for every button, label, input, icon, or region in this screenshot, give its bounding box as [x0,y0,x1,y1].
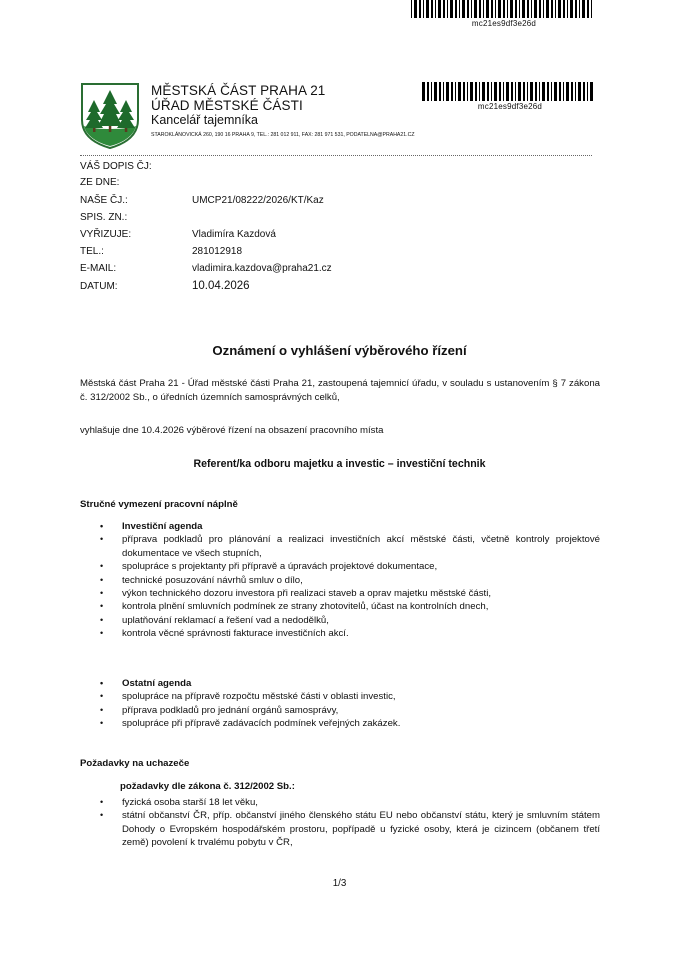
barcode-bar [566,82,569,101]
barcode-bar [515,82,516,101]
meta-label: DATUM: [80,281,118,292]
barcode-bar [467,82,468,101]
requirements-list [100,796,600,850]
barcode-bar [446,82,449,101]
barcode-bar [555,0,556,18]
barcode-bar [431,82,432,101]
barcode-bar [575,82,576,101]
barcode-bar [578,82,581,101]
barcode-bar [559,82,561,101]
barcode-bar [543,0,544,18]
barcode-bar [458,82,461,101]
barcode-bar [443,82,444,101]
meta-row-tel [80,245,242,258]
meta-value: 10.04.2026 [192,280,250,292]
barcode-bar [414,0,417,18]
meta-label: ZE DNE: [80,177,120,188]
barcode-bar [531,0,532,18]
barcode-bar [507,0,508,18]
barcode-bar [467,0,469,18]
barcode-bar [590,82,593,101]
barcode-bar [539,82,540,101]
requirements-heading: Požadavky na uchazeče [80,758,190,769]
meta-row-ze-dne [80,176,192,189]
list-item: • fyzická osoba starší 18 let věku, [100,796,600,809]
intro-paragraph: Městská část Praha 21 - Úřad městské části Praha 21, zastoupená tajemnicí úřadu, v souladu s ustanovením § 7 zákona č. 312/2002 Sb., o úředních územních samosprávných celků, [80,378,600,403]
top-barcode [411,0,597,28]
barcode-bar [551,82,552,101]
barcode-bar [447,0,448,18]
barcode-bar [419,0,421,18]
org-address: STAROKLÁNOVICKÁ 260, 190 16 PRAHA 9, TEL.: 281 012 911, FAX: 281 971 531, PODATELNA@PRAHA21.CZ [151,132,415,138]
barcode-bar [487,82,489,101]
barcode-bar [486,0,489,18]
barcode-bar [587,0,589,18]
barcode-bar [423,0,424,18]
list-item: • uplatňování reklamací a řešení vad a nedodělků, [100,614,600,627]
barcode-bar [463,82,465,101]
barcode-bar [571,82,573,101]
barcode-bar [431,0,433,18]
barcode-bar [523,82,525,101]
barcode-bar [422,82,425,101]
barcode-bar [426,0,429,18]
barcode-bar [438,0,441,18]
barcode-bar [506,82,509,101]
list-item: • Investiční agenda [100,520,600,533]
meta-label: NAŠE ČJ.: [80,195,128,206]
announce-paragraph: vyhlašuje dne 10.4.2026 výběrové řízení na obsazení pracovního místa [80,425,384,436]
barcode-bar [558,0,561,18]
investment-list [100,520,600,641]
barcode-bar [491,82,492,101]
barcode-bar [443,0,445,18]
meta-row-vas-dopis [80,160,192,173]
barcode-bar [474,0,477,18]
barcode-bar [527,0,529,18]
meta-label: E-MAIL: [80,263,117,274]
top-barcode-bars [411,0,597,18]
header-barcode [422,82,598,111]
barcode-bar [491,0,493,18]
barcode-bar [451,82,453,101]
barcode-bar [483,0,484,18]
barcode-bar [534,0,537,18]
barcode-bar [471,0,472,18]
document-title: Oznámení o vyhlášení výběrového řízení [212,343,467,358]
meta-value: 281012918 [192,246,243,257]
barcode-bar [435,0,436,18]
header-barcode-code: mc21es9df3e26d [477,102,543,111]
barcode-bar [495,0,496,18]
barcode-bar [575,0,577,18]
barcode-bar [546,0,549,18]
barcode-bar [582,0,585,18]
barcode-bar [494,82,497,101]
list-item: • spolupráce při přípravě zadávacích podmínek veřejných zakázek. [100,717,600,730]
barcode-bar [462,0,465,18]
meta-label: VYŘIZUJE: [80,229,132,240]
position-title: Referent/ka odboru majetku a investic – investiční technik [193,458,486,470]
header-divider [80,155,592,156]
barcode-bar [427,82,429,101]
barcode-bar [515,0,517,18]
list-item: • příprava podkladů pro jednání orgánů samosprávy, [100,704,600,717]
meta-row-vyrizuje [80,228,276,241]
barcode-bar [547,82,549,101]
barcode-bar [470,82,473,101]
barcode-bar [479,0,481,18]
barcode-bar [567,0,568,18]
list-item: • příprava podkladů pro plánování a realizaci investičních akcí městské části, včetně kontroly projektové dokumentace ve všech stupních, [100,533,600,560]
law-requirements-heading: požadavky dle zákona č. 312/2002 Sb.: [120,781,295,792]
list-item: • výkon technického dozoru investora při realizaci staveb a oprav majetku městské části, [100,587,600,600]
barcode-bar [542,82,545,101]
barcode-bar [530,82,533,101]
barcode-bar [459,0,460,18]
barcode-bar [475,82,477,101]
meta-value: vladimira.kazdova@praha21.cz [192,263,332,274]
barcode-bar [551,0,553,18]
barcode-bar [503,0,505,18]
barcode-bar [498,0,501,18]
meta-label: SPIS. ZN.: [80,212,128,223]
barcode-bar [510,0,513,18]
meta-row-spis-zn [80,211,192,224]
tree-crest-logo [80,82,140,150]
org-name: MĚSTSKÁ ČÁST PRAHA 21 [151,83,326,98]
barcode-bar [583,82,585,101]
meta-label: VÁŠ DOPIS ČJ: [80,161,152,172]
meta-row-datum [80,280,250,293]
list-item: • spolupráce na přípravě rozpočtu městské části v oblasti investic, [100,690,600,703]
barcode-bar [522,0,525,18]
other-list [100,677,600,731]
list-item: • spolupráce s projektanty při přípravě a úpravách projektové dokumentace, [100,560,600,573]
header-barcode-bars [422,82,598,101]
barcode-bar [591,0,592,18]
list-item: • Ostatní agenda [100,677,600,690]
barcode-bar [554,82,557,101]
barcode-bar [455,0,457,18]
barcode-bar [479,82,480,101]
barcode-bar [563,0,565,18]
list-item: • technické posuzování návrhů smluv o dílo, [100,574,600,587]
barcode-bar [434,82,437,101]
barcode-bar [511,82,513,101]
org-department: Kancelář tajemníka [151,113,259,127]
meta-value: Vladimíra Kazdová [192,229,276,240]
org-office: ÚŘAD MĚSTSKÉ ČÁSTI [151,98,303,113]
barcode-bar [499,82,501,101]
barcode-bar [563,82,564,101]
barcode-bar [539,0,541,18]
page-number: 1/3 [332,878,347,889]
barcode-bar [579,0,580,18]
barcode-bar [439,82,441,101]
barcode-bar [519,0,520,18]
barcode-bar [482,82,485,101]
barcode-bar [411,0,412,18]
duties-heading: Stručné vymezení pracovní náplně [80,499,238,510]
top-barcode-code: mc21es9df3e26d [471,19,537,28]
barcode-bar [450,0,453,18]
list-item: • státní občanství ČR, příp. občanství jiného členského státu EU nebo občanství státu, který je smluvním státem Dohody o Evropském hospodářském prostoru, popřípadě u fyzické osoby, která je cizincem (občanem třetí země) povolení k trvalému pobytu v ČR, [100,809,600,849]
barcode-bar [587,82,588,101]
barcode-bar [527,82,528,101]
meta-row-email [80,262,332,275]
barcode-bar [503,82,504,101]
meta-value: UMCP21/08222/2026/KT/Kaz [192,195,324,206]
list-item: • kontrola plnění smluvních podmínek ze strany zhotovitelů, účast na kontrolních dnech, [100,600,600,613]
barcode-bar [455,82,456,101]
barcode-bar [535,82,537,101]
barcode-bar [518,82,521,101]
meta-row-nase-cj [80,194,324,207]
meta-label: TEL.: [80,246,104,257]
list-item: • kontrola věcné správnosti fakturace investičních akcí. [100,627,600,640]
barcode-bar [570,0,573,18]
